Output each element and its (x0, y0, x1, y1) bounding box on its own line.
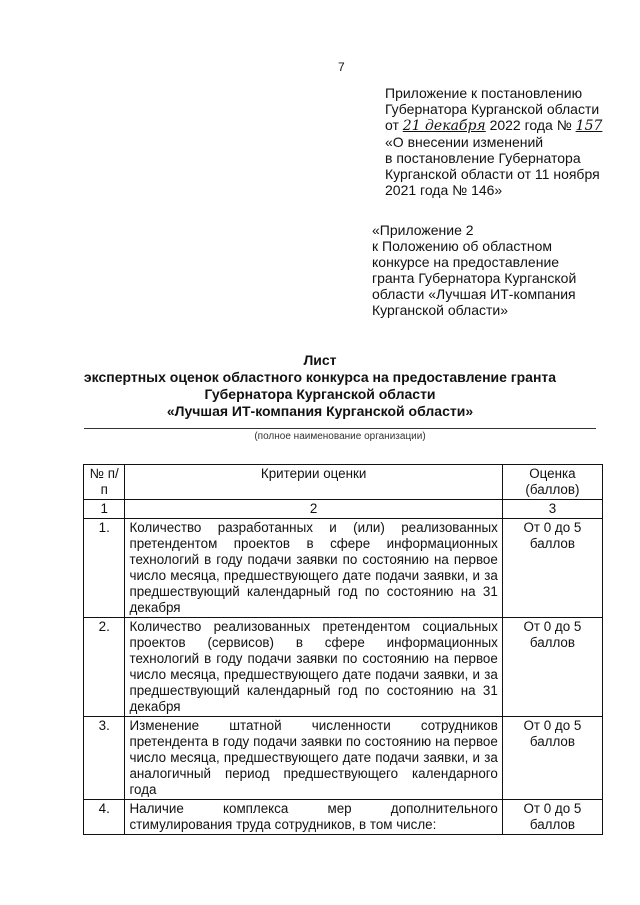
row-criterion: Наличие комплекса мер дополнительного стимулирования труда сотрудников, в том числе: (125, 800, 502, 835)
row-criterion: Количество разработанных и (или) реализованных претендентом проектов в сфере информационных технологий в году подачи заявки по состоянию на первое число месяца, предшествующего дате подачи заявки, и за предшествующий календарный год по состоянию на 31 декабря (125, 519, 502, 618)
appendix2-line: гранта Губернатора Курганской (372, 270, 577, 286)
column-number: 3 (502, 500, 602, 519)
appendix-date-line (385, 117, 615, 134)
row-criterion: Изменение штатной численности сотрудников претендента в году подачи заявки по состоянию на первое число месяца, предшествующего дате подачи заявки, и за аналогичный период предшествующего календарного года (125, 717, 502, 800)
appendix2-line: Курганской области» (372, 302, 509, 318)
title-line: Лист (303, 352, 337, 368)
table-row (84, 717, 603, 800)
organization-name-line (84, 428, 596, 429)
criteria-table (83, 464, 603, 835)
appendix-line: 2021 года № 146» (385, 182, 503, 198)
handwritten-number: 157 (575, 118, 603, 134)
appendix2-line: области «Лучшая ИТ-компания (372, 286, 576, 302)
row-number: 2. (84, 618, 125, 717)
appendix2-line: конкурсе на предоставление (372, 254, 560, 270)
appendix2-line: к Положению об областном (372, 238, 552, 254)
row-score: От 0 до 5 баллов (502, 717, 602, 800)
organization-name-caption: (полное наименование организации) (254, 431, 426, 442)
table-row (84, 519, 603, 618)
row-number: 3. (84, 717, 125, 800)
appendix-line: Приложение к постановлению (385, 85, 583, 101)
table-row (84, 800, 603, 835)
appendix2-block (372, 222, 612, 318)
row-score: От 0 до 5 баллов (502, 519, 602, 618)
column-number: 2 (125, 500, 502, 519)
table-header-row (84, 465, 603, 500)
appendix-line: «О внесении изменений (385, 134, 544, 150)
row-score: От 0 до 5 баллов (502, 800, 602, 835)
row-number: 4. (84, 800, 125, 835)
appendix-block (385, 85, 615, 198)
header-number: № п/п (84, 465, 125, 500)
title-line: Губернатора Курганской области (204, 386, 436, 402)
header-score: Оценка (баллов) (502, 465, 602, 500)
column-number-row (84, 500, 603, 519)
title-line: «Лучшая ИТ-компания Курганской области» (166, 403, 474, 419)
appendix-line: Губернатора Курганской области (385, 101, 600, 117)
appendix-line: в постановление Губернатора (385, 150, 581, 166)
date-prefix: от (385, 117, 399, 133)
row-score: От 0 до 5 баллов (502, 618, 602, 717)
date-suffix: 2022 года № (489, 117, 572, 133)
row-number: 1. (84, 519, 125, 618)
row-criterion: Количество реализованных претендентом социальных проектов (сервисов) в сфере информационных технологий в году подачи заявки по состоянию на первое число месяца, предшествующего дате подачи заявки, и за предшествующий календарный год по состоянию на 31 декабря (125, 618, 502, 717)
header-criteria: Критерии оценки (125, 465, 502, 500)
document-title (80, 352, 560, 420)
handwritten-date: 21 декабря (402, 118, 486, 134)
appendix2-line: «Приложение 2 (372, 222, 474, 238)
appendix-line: Курганской области от 11 ноября (385, 166, 600, 182)
title-line: экспертных оценок областного конкурса на предоставление гранта (83, 369, 557, 385)
table-row (84, 618, 603, 717)
column-number: 1 (84, 500, 125, 519)
page-number: 7 (338, 60, 345, 74)
